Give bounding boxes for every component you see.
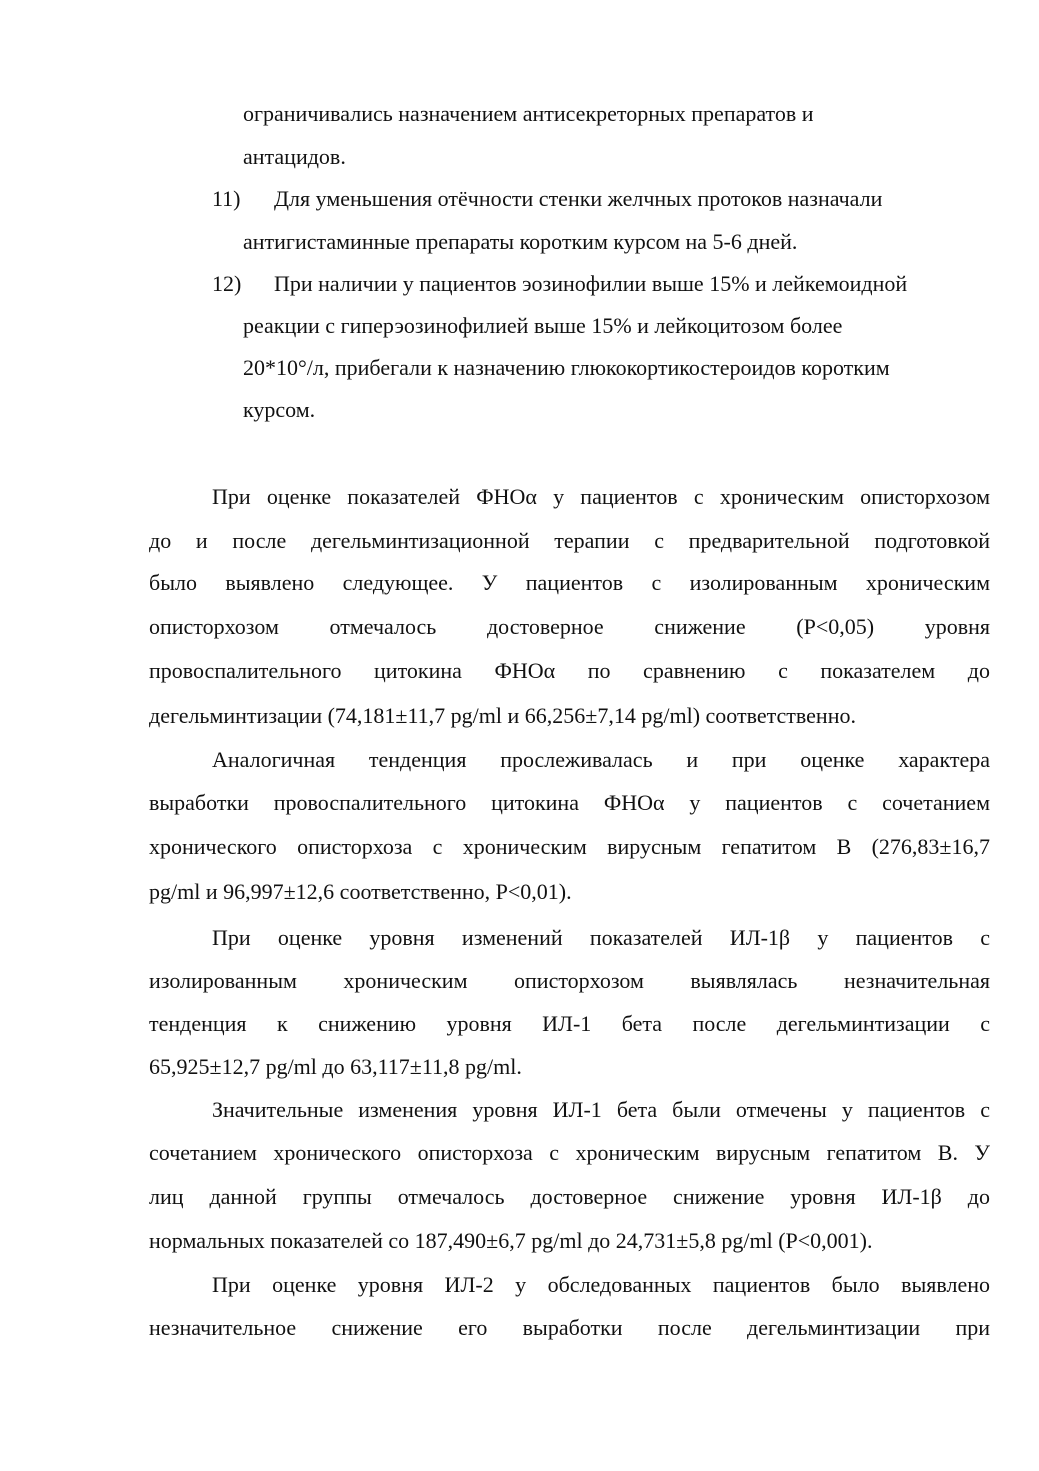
paragraph-line: дегельминтизации (74,181±11,7 pg/ml и 66,256±7,14 pg/ml) соответственно. — [149, 703, 856, 728]
list-continuation-line: ограничивались назначением антисекреторных препаратов и — [243, 101, 814, 126]
list-item-line: курсом. — [243, 397, 316, 422]
list-item-line: реакции с гиперэозинофилией выше 15% и лейкоцитозом более — [243, 313, 843, 338]
list-item-number: 11) — [212, 186, 241, 211]
paragraph-line: лиц данной группы отмечалось достоверное снижение уровня ИЛ-1β до — [149, 1184, 990, 1209]
paragraph-line: Значительные изменения уровня ИЛ-1 бета были отмечены у пациентов с — [212, 1097, 990, 1122]
list-item-number: 12) — [212, 271, 242, 296]
paragraph-line: pg/ml и 96,997±12,6 соответственно, Р<0,01). — [149, 879, 572, 904]
list-item-line: При наличии у пациентов эозинофилии выше 15% и лейкемоидной — [274, 271, 908, 296]
paragraph-line: до и после дегельминтизационной терапии с предварительной подготовкой — [149, 528, 990, 553]
paragraph-line: выработки провоспалительного цитокина ФНОα у пациентов с сочетанием — [149, 790, 990, 815]
list-item-line: антигистаминные препараты коротким курсом на 5-6 дней. — [243, 229, 798, 254]
paragraph-line: При оценке уровня ИЛ-2 у обследованных пациентов было выявлено — [212, 1272, 990, 1297]
paragraph-line: незначительное снижение его выработки после дегельминтизации при — [149, 1315, 990, 1340]
paragraph-line: провоспалительного цитокина ФНОα по сравнению с показателем до — [149, 658, 990, 683]
paragraph-line: При оценке показателей ФНОα у пациентов с хроническим описторхозом — [212, 484, 990, 509]
paragraph-line: 65,925±12,7 pg/ml до 63,117±11,8 pg/ml. — [149, 1054, 522, 1079]
paragraph-line: тенденция к снижению уровня ИЛ-1 бета после дегельминтизации с — [149, 1011, 990, 1036]
list-item-line: Для уменьшения отёчности стенки желчных протоков назначали — [274, 186, 883, 211]
paragraph-line: хронического описторхоза с хроническим вирусным гепатитом В (276,83±16,7 — [149, 834, 990, 859]
list-item-line: 20*10°/л, прибегали к назначению глюкокортикостероидов коротким — [243, 355, 890, 380]
paragraph-line: Аналогичная тенденция прослеживалась и при оценке характера — [212, 747, 990, 772]
paragraph-line: При оценке уровня изменений показателей ИЛ-1β у пациентов с — [212, 925, 990, 950]
paragraph-line: нормальных показателей со 187,490±6,7 pg/ml до 24,731±5,8 pg/ml (Р<0,001). — [149, 1228, 873, 1253]
paragraph-line: сочетанием хронического описторхоза с хроническим вирусным гепатитом В. У — [149, 1140, 990, 1165]
list-continuation-line: антацидов. — [243, 144, 346, 169]
paragraph-line: описторхозом отмечалось достоверное снижение (Р<0,05) уровня — [149, 614, 990, 639]
paragraph-line: было выявлено следующее. У пациентов с изолированным хроническим — [149, 570, 990, 595]
paragraph-line: изолированным хроническим описторхозом выявлялась незначительная — [149, 968, 990, 993]
